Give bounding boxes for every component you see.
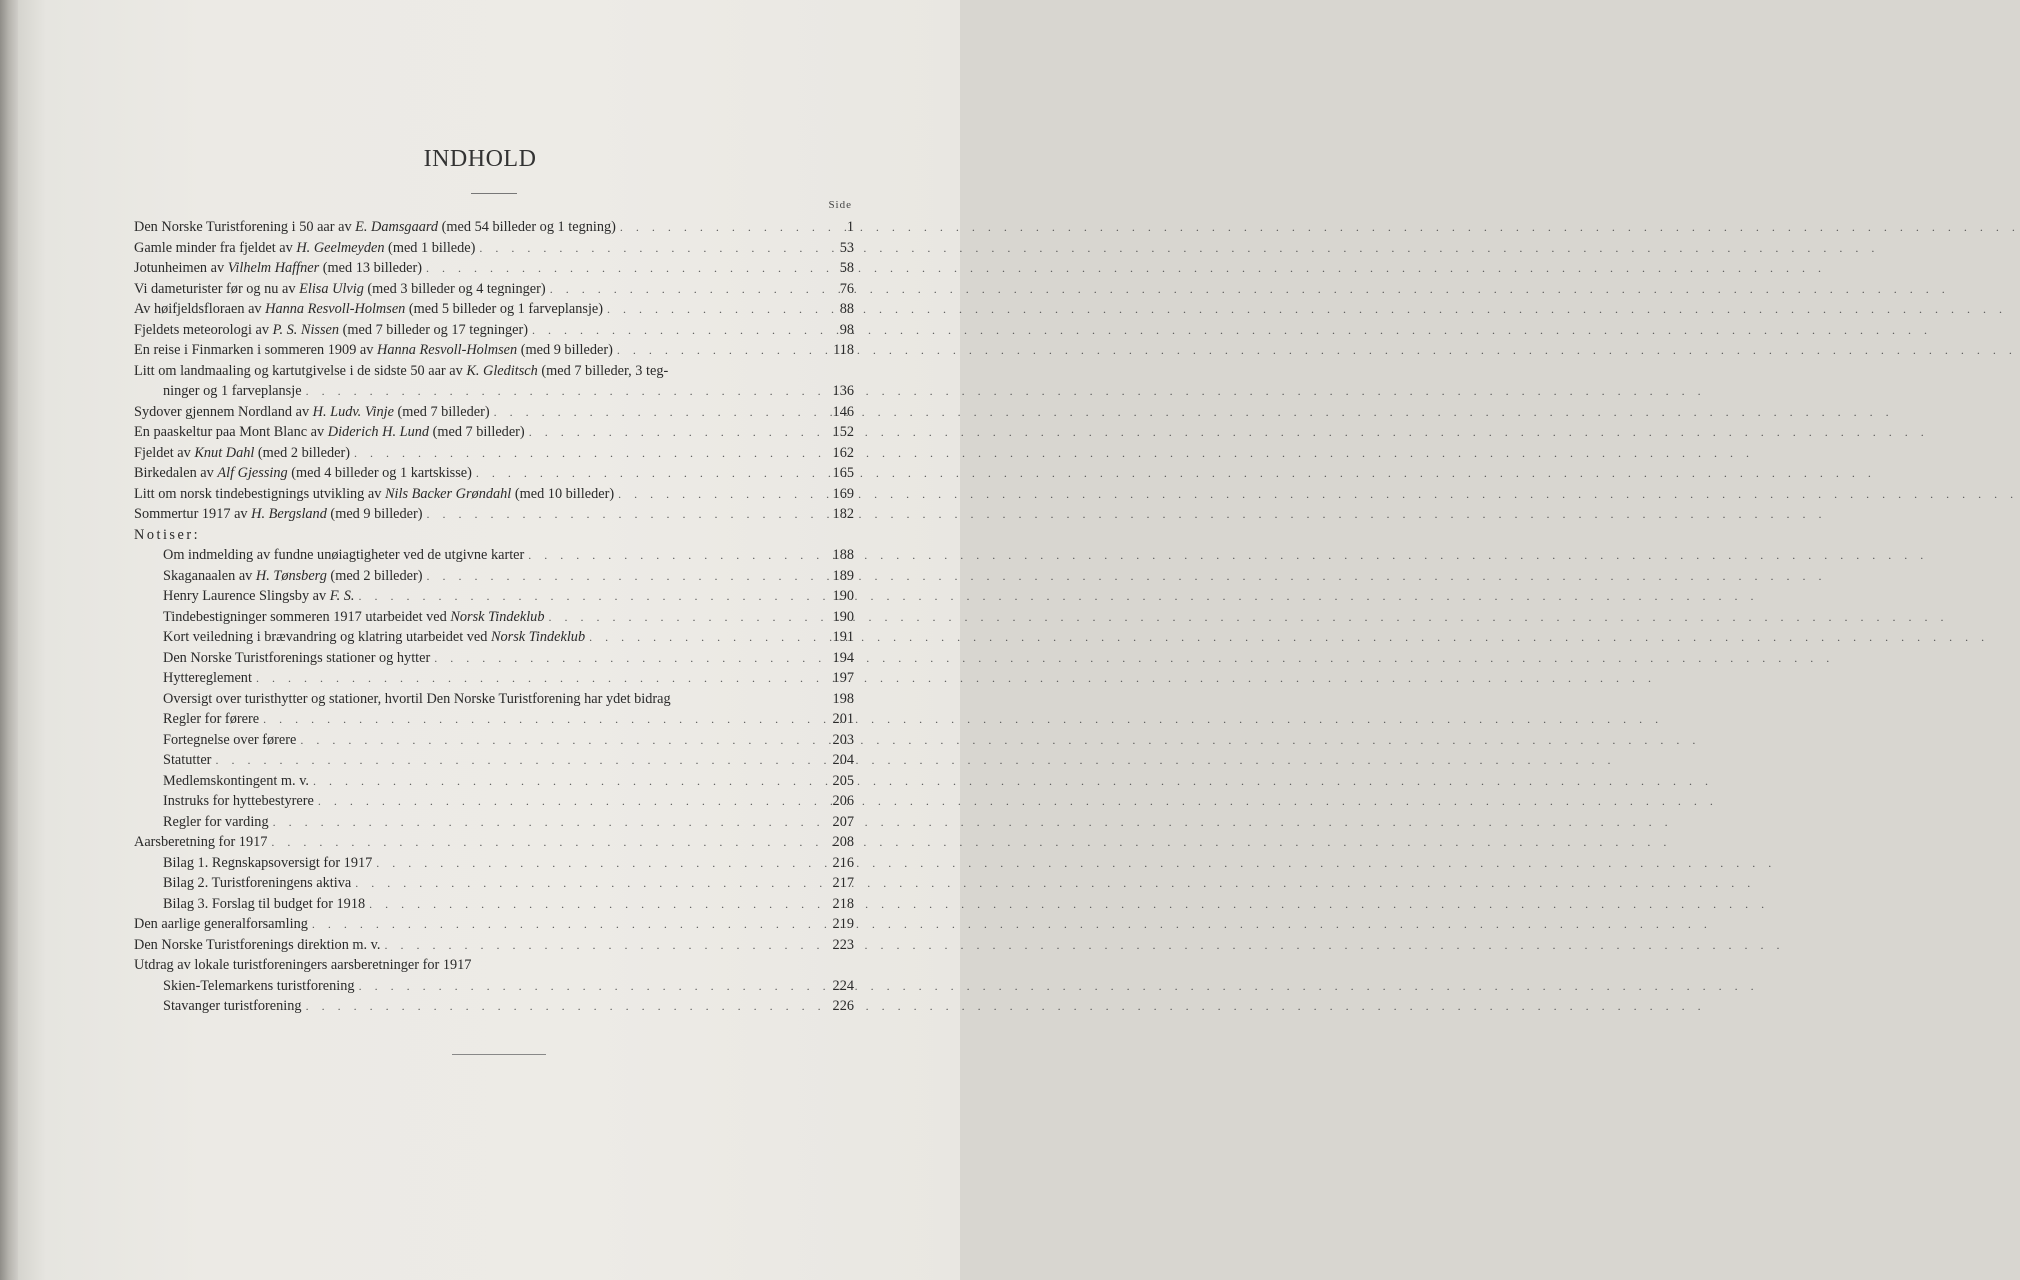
page-number: 118	[833, 342, 854, 358]
entry-details: (med 7 billeder)	[429, 424, 525, 440]
dot-leader	[215, 750, 822, 771]
page-number: 98	[839, 321, 854, 338]
entry-title: Medlemskontingent m. v.	[163, 772, 309, 789]
page-number: 219	[832, 916, 854, 932]
entry-title: ninger og 1 farveplansje	[163, 383, 302, 399]
title-divider	[471, 193, 517, 194]
entry-author: Vilhelm Haffner	[227, 260, 320, 276]
page-number: 208	[832, 834, 854, 850]
entry-title: Av høifjeldsfloraen av	[134, 301, 266, 317]
page-number: 191	[832, 629, 854, 645]
toc-entry	[134, 935, 854, 956]
dot-leader	[313, 771, 822, 792]
entry-details: (med 4 billeder og 1 kartskisse)	[287, 465, 472, 481]
entry-details: (med 1 billede)	[384, 239, 476, 256]
page-number: 53	[839, 239, 854, 256]
toc-entry	[134, 668, 854, 689]
toc-entry	[134, 648, 854, 669]
toc-entry	[134, 689, 854, 710]
page-number: 201	[832, 711, 854, 727]
toc-entry	[134, 914, 854, 935]
entry-title: Fjeldets meteorologi av	[134, 321, 273, 338]
toc-entry-continuation	[134, 381, 854, 402]
entry-title: En reise i Finmarken i sommeren 1909 av	[134, 342, 377, 358]
toc-entry	[134, 463, 854, 484]
toc-entry	[134, 361, 854, 382]
toc-entry	[134, 730, 854, 751]
entry-details: (med 13 billeder)	[319, 260, 423, 276]
book-spine	[0, 0, 18, 1280]
section-heading-notiser	[134, 525, 854, 546]
toc-entry	[134, 422, 854, 443]
page-number: 207	[832, 813, 854, 830]
toc-entry	[134, 771, 854, 792]
entry-title: Utdrag av lokale turistforeningers aarsberetninger for 1917	[134, 957, 472, 973]
page-number: 216	[832, 854, 854, 871]
entry-title: Henry Laurence Slingsby av	[163, 588, 330, 604]
entry-title: Litt om landmaaling og kartutgivelse i de sidste 50 aar av	[134, 362, 467, 379]
entry-author: Elisa Ulvig	[299, 280, 364, 297]
dot-leader	[548, 607, 822, 628]
dot-leader	[300, 730, 822, 751]
page-number: 76	[839, 280, 854, 297]
dot-leader	[306, 996, 822, 1017]
page-number: 198	[832, 690, 854, 707]
toc-entry	[134, 299, 854, 320]
dot-leader	[528, 545, 822, 566]
entry-title: Gamle minder fra fjeldet av	[134, 239, 297, 256]
entry-title: Birkedalen av	[134, 465, 218, 481]
page-number: 189	[832, 567, 854, 584]
page-title: INDHOLD	[423, 146, 537, 172]
entry-details: (med 7 billeder)	[393, 403, 490, 420]
entry-author: Hanna Resvoll-Holmsen	[377, 342, 518, 358]
entry-title: Skaganaalen av	[163, 567, 256, 584]
entry-title: Den aarlige generalforsamling	[134, 916, 308, 932]
entry-title: Sydover gjennem Nordland av	[134, 403, 313, 420]
entry-details: (med 9 billeder)	[326, 506, 423, 522]
dot-leader	[479, 238, 822, 259]
entry-title: Om indmelding av fundne unøiagtigheter ved de utgivne karter	[163, 547, 525, 563]
entry-title: Vi dameturister før og nu av	[134, 280, 300, 297]
entry-details: (med 9 billeder)	[517, 342, 613, 358]
toc-entry	[134, 217, 854, 238]
dot-leader	[620, 217, 822, 238]
toc-entry	[134, 607, 854, 628]
page-column-label: Side	[828, 199, 852, 211]
entry-title: Litt om norsk tindebestignings utvikling av	[134, 485, 385, 502]
table-of-contents	[134, 217, 854, 1017]
toc-entry	[134, 320, 854, 341]
toc-entry	[134, 586, 854, 607]
entry-title: Bilag 1. Regnskapsoversigt for 1917	[163, 854, 373, 871]
page-number: 136	[832, 383, 854, 399]
toc-entry	[134, 873, 854, 894]
section-heading-text: Notiser:	[134, 526, 201, 543]
dot-leader	[607, 299, 822, 320]
dot-leader	[318, 791, 822, 812]
toc-entry	[134, 566, 854, 587]
entry-title: Instruks for hyttebestyrere	[163, 793, 314, 809]
toc-entry	[134, 791, 854, 812]
toc-entry	[134, 279, 854, 300]
dot-leader	[550, 279, 822, 300]
entry-author: Hanna Resvoll-Holmsen	[265, 301, 406, 317]
toc-entry	[134, 545, 854, 566]
dot-leader	[263, 709, 822, 730]
entry-title: Stavanger turistforening	[163, 998, 302, 1014]
dot-leader	[376, 853, 822, 874]
dot-leader	[271, 832, 822, 853]
page-number: 188	[832, 547, 854, 563]
entry-title: Aarsberetning for 1917	[134, 834, 268, 850]
entry-details: (med 7 billeder og 17 tegninger)	[339, 321, 529, 338]
dot-leader	[427, 504, 822, 525]
entry-title: Oversigt over turisthytter og stationer, hvortil Den Norske Turistforening har ydet bidrag	[163, 690, 671, 707]
page-number: 165	[832, 465, 854, 481]
entry-author: H. Ludv. Vinje	[312, 403, 394, 420]
entry-author: F. S.	[329, 588, 355, 604]
page-number: 217	[832, 875, 854, 891]
page-number: 58	[839, 260, 854, 276]
page-number: 190	[832, 608, 854, 625]
entry-title: Den Norske Turistforenings stationer og hytter	[163, 649, 431, 666]
toc-entry	[134, 484, 854, 505]
dot-leader	[494, 402, 822, 423]
entry-title: Sommertur 1917 av	[134, 506, 252, 522]
dot-leader	[476, 463, 822, 484]
toc-entry	[134, 340, 854, 361]
entry-details: (med 5 billeder og 1 farveplansje)	[405, 301, 604, 317]
entry-author: H. Tønsberg	[255, 567, 327, 584]
entry-details: (med 10 billeder)	[511, 485, 615, 502]
dot-leader	[359, 976, 822, 997]
dot-leader	[589, 627, 822, 648]
toc-entry	[134, 812, 854, 833]
toc-entry	[134, 955, 854, 976]
toc-entry	[134, 402, 854, 423]
page-number: 223	[832, 936, 854, 953]
entry-author: Knut Dahl	[194, 444, 255, 461]
entry-title: Regler for førere	[163, 711, 260, 727]
entry-title: Kort veiledning i brævandring og klatring utarbeidet ved	[163, 629, 491, 645]
entry-title: Statutter	[163, 752, 212, 768]
page-number: 205	[832, 772, 854, 789]
entry-title: Hyttereglement	[163, 670, 252, 686]
dot-leader	[306, 381, 822, 402]
dot-leader	[273, 812, 822, 833]
entry-title: Den Norske Turistforenings direktion m. v.	[134, 936, 381, 953]
entry-author: Norsk Tindeklub	[450, 608, 545, 625]
toc-entry	[134, 627, 854, 648]
page-number: 226	[832, 998, 854, 1014]
page-number: 169	[832, 485, 854, 502]
entry-title: Fortegnelse over førere	[163, 731, 297, 748]
entry-title: Skien-Telemarkens turistforening	[163, 977, 355, 994]
entry-author: K. Gleditsch	[466, 362, 538, 379]
dot-leader	[426, 258, 822, 279]
dot-leader	[354, 443, 822, 464]
entry-details: (med 3 billeder og 4 tegninger)	[363, 280, 546, 297]
dot-leader	[384, 935, 822, 956]
page-number: 194	[832, 649, 854, 666]
dot-leader	[427, 566, 822, 587]
entry-title: Den Norske Turistforening i 50 aar av	[134, 219, 356, 235]
toc-entry	[134, 853, 854, 874]
dot-leader	[434, 648, 822, 669]
page-number: 1	[846, 219, 854, 235]
dot-leader	[359, 586, 822, 607]
entry-author: Alf Gjessing	[217, 465, 288, 481]
toc-entry	[134, 832, 854, 853]
entry-details: (med 2 billeder)	[254, 444, 351, 461]
page-number: 152	[832, 424, 854, 440]
page-number: 197	[832, 670, 854, 686]
toc-entry	[134, 238, 854, 259]
entry-details: (med 7 billeder, 3 teg-	[537, 362, 669, 379]
toc-entry	[134, 996, 854, 1017]
toc-entry	[134, 443, 854, 464]
toc-entry	[134, 976, 854, 997]
toc-entry	[134, 750, 854, 771]
bottom-divider	[452, 1054, 546, 1055]
entry-title: Regler for varding	[163, 813, 269, 830]
entry-title: Jotunheimen av	[134, 260, 228, 276]
dot-leader	[355, 873, 822, 894]
page-number: 146	[832, 403, 854, 420]
dot-leader	[312, 914, 822, 935]
page-number: 204	[832, 752, 854, 768]
entry-title: Bilag 3. Forslag til budget for 1918	[163, 895, 366, 912]
dot-leader	[618, 484, 822, 505]
entry-title: Bilag 2. Turistforeningens aktiva	[163, 875, 352, 891]
page-number: 182	[832, 506, 854, 522]
toc-entry	[134, 709, 854, 730]
page-number: 203	[832, 731, 854, 748]
page-number: 206	[832, 793, 854, 809]
entry-details: (med 2 billeder)	[326, 567, 423, 584]
page-number: 218	[832, 895, 854, 912]
dot-leader	[532, 320, 822, 341]
page-number: 224	[832, 977, 854, 994]
entry-title: Tindebestigninger sommeren 1917 utarbeidet ved	[163, 608, 451, 625]
entry-author: H. Bergsland	[251, 506, 327, 522]
entry-author: E. Damsgaard	[355, 219, 439, 235]
page-number: 162	[832, 444, 854, 461]
dot-leader	[256, 668, 822, 689]
entry-details: (med 54 billeder og 1 tegning)	[438, 219, 616, 235]
dot-leader	[529, 422, 822, 443]
dot-leader	[617, 340, 822, 361]
toc-entry	[134, 258, 854, 279]
entry-author: H. Geelmeyden	[296, 239, 385, 256]
entry-title: En paaskeltur paa Mont Blanc av	[134, 424, 328, 440]
entry-author: Nils Backer Grøndahl	[384, 485, 512, 502]
entry-title: Fjeldet av	[134, 444, 195, 461]
dot-leader	[369, 894, 822, 915]
toc-entry	[134, 894, 854, 915]
entry-author: P. S. Nissen	[272, 321, 340, 338]
entry-author: Diderich H. Lund	[327, 424, 430, 440]
page-number: 190	[832, 588, 854, 604]
page-number: 88	[839, 301, 854, 317]
toc-entry	[134, 504, 854, 525]
entry-author: Norsk Tindeklub	[490, 629, 586, 645]
